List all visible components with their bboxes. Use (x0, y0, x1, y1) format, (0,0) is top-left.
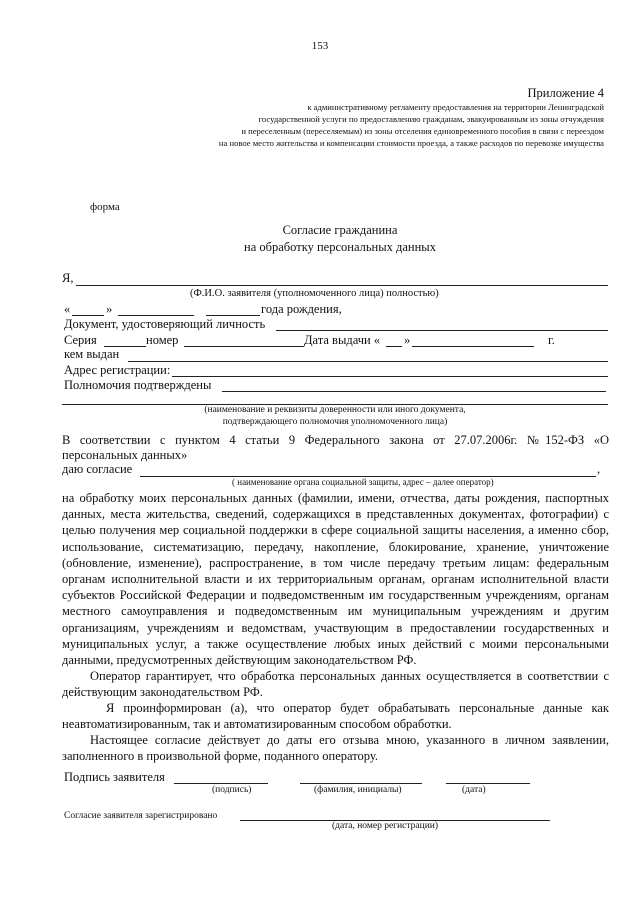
series-label: Серия (64, 333, 97, 347)
birth-day-field[interactable] (72, 315, 104, 316)
authority-field[interactable] (222, 391, 606, 392)
issued-by-field[interactable] (128, 361, 608, 362)
law-reference-cont: персональных данных» (62, 448, 188, 462)
authority-caption: подтверждающего полномочия уполномоченного лица) (222, 417, 448, 427)
number-field[interactable] (184, 346, 304, 347)
authority-caption: (наименование и реквизиты доверенности или иного документа, (204, 405, 466, 415)
birth-suffix: года рождения, (261, 302, 342, 316)
issued-by-label: кем выдан (64, 347, 120, 361)
issue-month-year-field[interactable] (412, 346, 534, 347)
registration-caption: (дата, номер регистрации) (332, 821, 439, 831)
validity-paragraph: Настоящее согласие действует до даты его отзыва мною, указанного в личном заявлении, заполненного в произвольной форме, поданного оператору. (62, 733, 609, 764)
appendix-line: и переселенным (переселяемым) из зоны отселения единовременного пособия в связи с переездом (241, 126, 604, 136)
fio-caption: (Ф.И.О. заявителя (уполномоченного лица) полностью) (190, 288, 439, 299)
year-suffix: г. (548, 333, 555, 347)
signature-field[interactable] (174, 783, 268, 784)
document-title: Согласие гражданина (282, 223, 398, 237)
number-label: номер (146, 333, 179, 347)
address-label: Адрес регистрации: (64, 363, 171, 377)
address-field[interactable] (172, 376, 608, 377)
consent-label: даю согласие (62, 462, 133, 476)
document-label: Документ, удостоверяющий личность (64, 317, 266, 331)
fio-field[interactable] (76, 285, 608, 286)
appendix-line: к административному регламенту предоставления на территории Ленинградской (307, 102, 604, 112)
i-label: Я, (62, 271, 74, 285)
informed-paragraph: Я проинформирован (а), что оператор будет обрабатывать персональные данные как неавтоматизированным, так и автоматизированным способом обработки. (62, 701, 609, 732)
authority-label: Полномочия подтверждены (64, 378, 212, 392)
birth-date-open-quote: « (64, 302, 71, 316)
appendix-title: Приложение 4 (527, 86, 604, 100)
operator-paragraph: Оператор гарантирует, что обработка персональных данных осуществляется в соответствии с действующим законодательством РФ. (62, 669, 609, 700)
appendix-line: государственной услуги по предоставлению гражданам, эвакуированным из зоны отчуждения (258, 114, 604, 124)
consent-comma: , (597, 462, 601, 476)
birth-year-field[interactable] (206, 315, 260, 316)
birth-month-field[interactable] (118, 315, 194, 316)
registration-label: Согласие заявителя зарегистрировано (64, 811, 218, 821)
issue-date-close-quote: » (404, 333, 411, 347)
operator-caption: ( наименование органа социальной защиты, адрес – далее оператор) (232, 477, 494, 487)
page-number: 153 (311, 40, 329, 52)
law-reference: В соответствии с пунктом 4 статьи 9 Федерального закона от 27.07.2006г. №152-ФЗ «О (62, 433, 609, 447)
issue-date-label: Дата выдачи « (304, 333, 381, 347)
signature-label: Подпись заявителя (64, 770, 165, 784)
signature-date-field[interactable] (446, 783, 530, 784)
birth-date-close-quote: » (106, 302, 113, 316)
document-subtitle: на обработку персональных данных (244, 240, 436, 254)
appendix-line: на новое место жительства и компенсации стоимости проезда, а также расходов по перевозке имущества (218, 138, 604, 148)
main-paragraph: на обработку моих персональных данных (фамилии, имени, отчества, даты рождения, паспортных данных, места жительства, сведений, содержащихся в представленных документах, фотографии) с целью получения мер социальной поддержки в сфере социальной защиты населения, а именно сбор, использование, систематизацию, передачу, накопление, блокирование, хранение, уничтожение (обновление, изменение), распространение, в том числе передачу третьим лицам: федеральным органам исполнительной власти и их территориальным органам, органам исполнительной власти субъектов Российской Федерации и подведомственным им государственным учреждениям, органам местного самоуправления и подведомственным им муниципальным учреждениям и другим организациям, учреждениям и ведомствам, участвующим в предоставлении государственных и муниципальных услуг, а также осуществление любых иных действий с моими персональными данными, предусмотренных действующим законодательством РФ. (62, 491, 609, 668)
document-field[interactable] (276, 330, 608, 331)
name-caption: (фамилия, инициалы) (314, 785, 402, 795)
name-initials-field[interactable] (300, 783, 422, 784)
issue-day-field[interactable] (386, 346, 402, 347)
date-caption: (дата) (462, 785, 486, 795)
form-label: форма (90, 201, 120, 213)
signature-caption: (подпись) (212, 785, 252, 795)
